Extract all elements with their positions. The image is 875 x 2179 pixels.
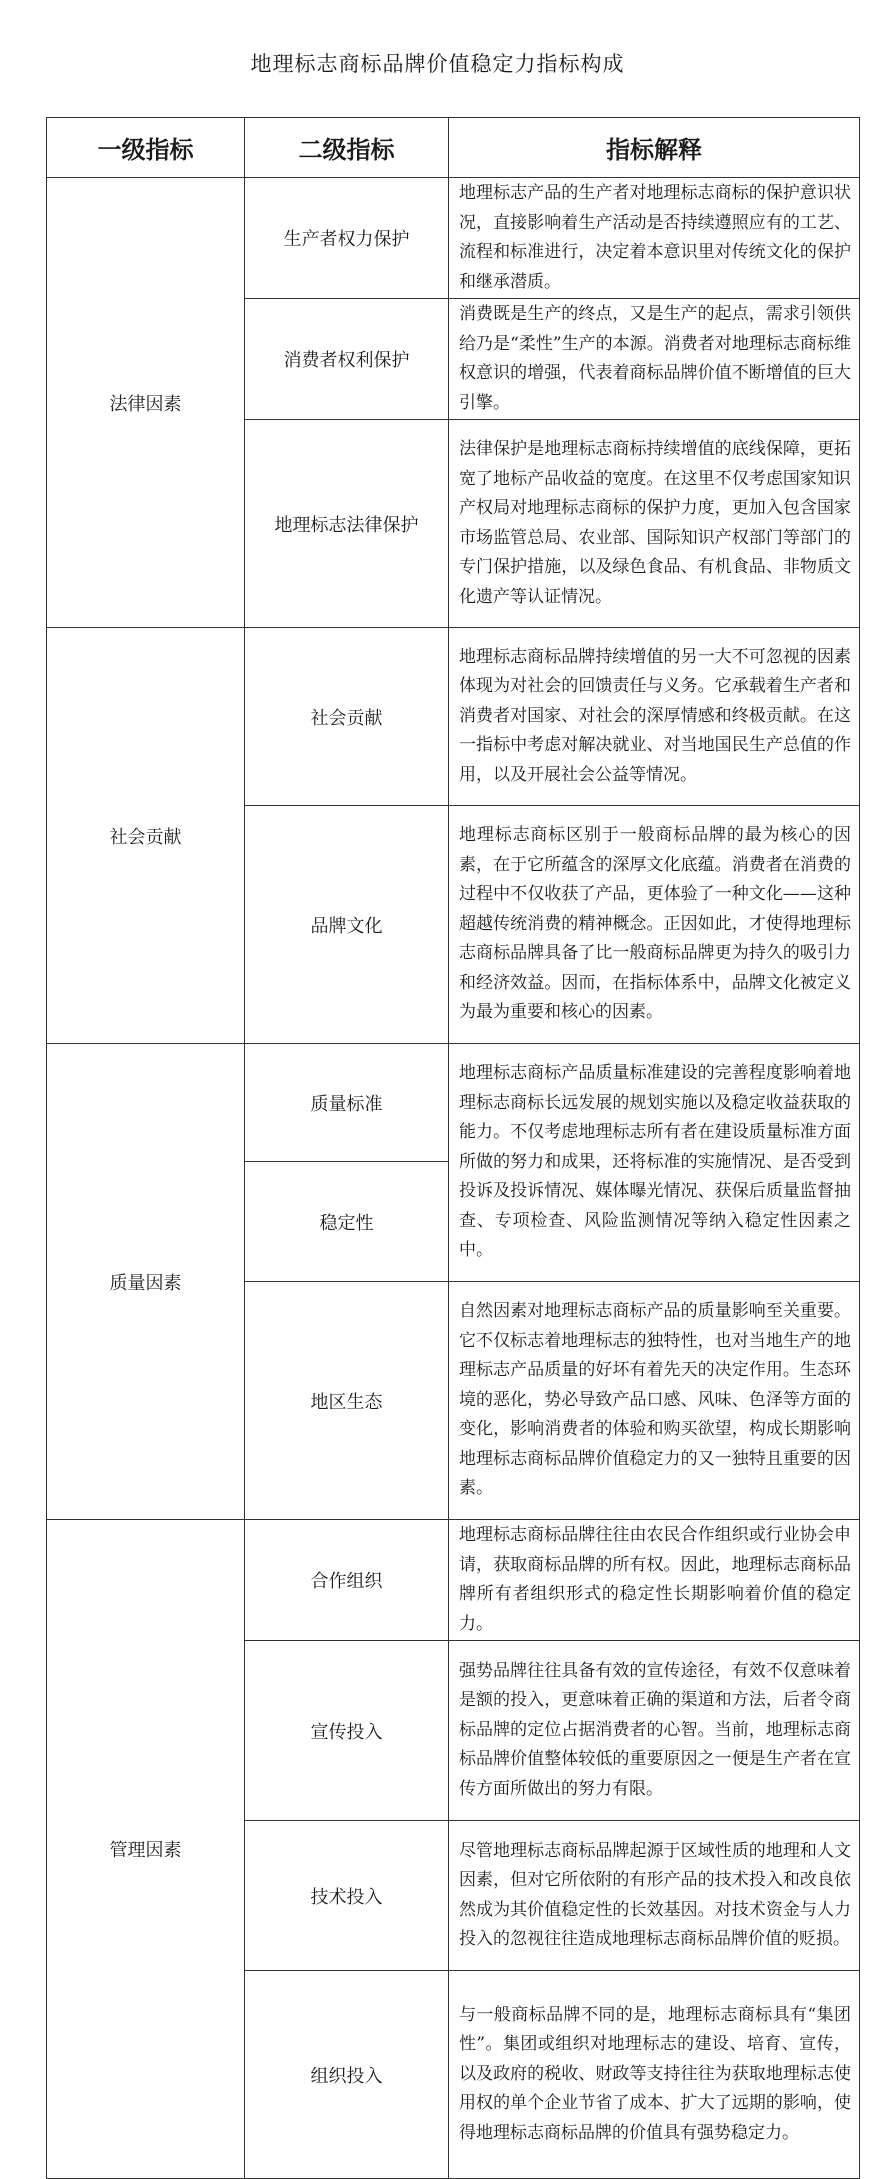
table-row [47,178,860,299]
subcategory-cell: 生产者权力保护 [245,178,449,299]
subcategory-cell: 地区生态 [245,1282,449,1520]
description-cell: 自然因素对地理标志商标产品的质量影响至关重要。它不仅标志着地理标志的独特性，也对当地生产的地理标志产品质量的好坏有着先天的决定作用。生态环境的恶化，势必导致产品口感、风味、色泽等方面的变化，影响消费者的体验和购买欲望，构成长期影响地理标志商标品牌价值稳定力的又一独特且重要的因素。 [449,1282,860,1520]
header-level1: 一级指标 [47,118,245,178]
subcategory-cell: 地理标志法律保护 [245,420,449,628]
description-cell: 地理标志商标区别于一般商标品牌的最为核心的因素，在于它所蕴含的深厚文化底蕴。消费者在消费的过程中不仅收获了产品，更体验了一种文化——这种超越传统消费的精神概念。正因如此，才使得地理标志商标品牌具备了比一般商标品牌更为持久的吸引力和经济效益。因而，在指标体系中，品牌文化被定义为最为重要和核心的因素。 [449,806,860,1044]
description-cell: 法律保护是地理标志商标持续增值的底线保障，更拓宽了地标产品收益的宽度。在这里不仅考虑国家知识产权局对地理标志商标的保护力度，更加入包含国家市场监管总局、农业部、国际知识产权部门等部门的专门保护措施，以及绿色食品、有机食品、非物质文化遗产等认证情况。 [449,420,860,628]
category-cell: 管理因素 [47,1520,245,2179]
category-cell: 质量因素 [47,1044,245,1520]
table-row [47,628,860,806]
table-header-row [47,118,860,178]
subcategory-cell: 消费者权利保护 [245,299,449,420]
description-cell: 尽管地理标志商标品牌起源于区域性质的地理和人文因素，但对它所依附的有形产品的技术投入和改良依然成为其价值稳定性的长效基因。对技术资金与人力投入的忽视往往造成地理标志商标品牌价值的贬损。 [449,1821,860,1971]
indicator-table [46,117,860,2179]
category-cell: 社会贡献 [47,628,245,1044]
description-cell: 地理标志商标品牌持续增值的另一大不可忽视的因素体现为对社会的回馈责任与义务。它承载着生产者和消费者对国家、对社会的深厚情感和终极贡献。在这一指标中考虑对解决就业、对当地国民生产总值的作用，以及开展社会公益等情况。 [449,628,860,806]
subcategory-cell: 品牌文化 [245,806,449,1044]
subcategory-cell: 组织投入 [245,1971,449,2179]
header-level2: 二级指标 [245,118,449,178]
table-row [47,1520,860,1641]
subcategory-cell: 合作组织 [245,1520,449,1641]
header-explanation: 指标解释 [449,118,860,178]
description-cell: 强势品牌往往具备有效的宣传途径，有效不仅意味着是额的投入，更意味着正确的渠道和方法，后者令商标品牌的定位占据消费者的心智。当前，地理标志商标品牌价值整体较低的重要原因之一便是生产者在宣传方面所做出的努力有限。 [449,1641,860,1821]
description-cell: 地理标志商标品牌往往由农民合作组织或行业协会申请，获取商标品牌的所有权。因此，地理标志商标品牌所有者组织形式的稳定性长期影响着价值的稳定力。 [449,1520,860,1641]
subcategory-cell: 社会贡献 [245,628,449,806]
page-title: 地理标志商标品牌价值稳定力指标构成 [250,52,625,76]
description-cell: 与一般商标品牌不同的是，地理标志商标具有“集团性”。集团或组织对地理标志的建设、培育、宣传，以及政府的税收、财政等支持往往为获取地理标志使用权的单个企业节省了成本、扩大了远期的影响，使得地理标志商标品牌的价值具有强势稳定力。 [449,1971,860,2179]
subcategory-cell: 宣传投入 [245,1641,449,1821]
subcategory-cell: 技术投入 [245,1821,449,1971]
subcategory-cell: 质量标准 [245,1044,449,1162]
category-cell: 法律因素 [47,178,245,628]
description-cell: 地理标志产品的生产者对地理标志商标的保护意识状况，直接影响着生产活动是否持续遵照应有的工艺、流程和标准进行，决定着本意识里对传统文化的保护和继承潜质。 [449,178,860,299]
description-cell: 地理标志商标产品质量标准建设的完善程度影响着地理标志商标长远发展的规划实施以及稳定收益获取的能力。不仅考虑地理标志所有者在建设质量标准方面所做的努力和成果，还将标准的实施情况、是否受到投诉及投诉情况、媒体曝光情况、获保后质量监督抽查、专项检查、风险监测情况等纳入稳定性因素之中。 [449,1044,860,1282]
table-row [47,1044,860,1162]
subcategory-cell: 稳定性 [245,1162,449,1282]
description-cell: 消费既是生产的终点，又是生产的起点，需求引领供给乃是“柔性”生产的本源。消费者对地理标志商标维权意识的增强，代表着商标品牌价值不断增值的巨大引擎。 [449,299,860,420]
